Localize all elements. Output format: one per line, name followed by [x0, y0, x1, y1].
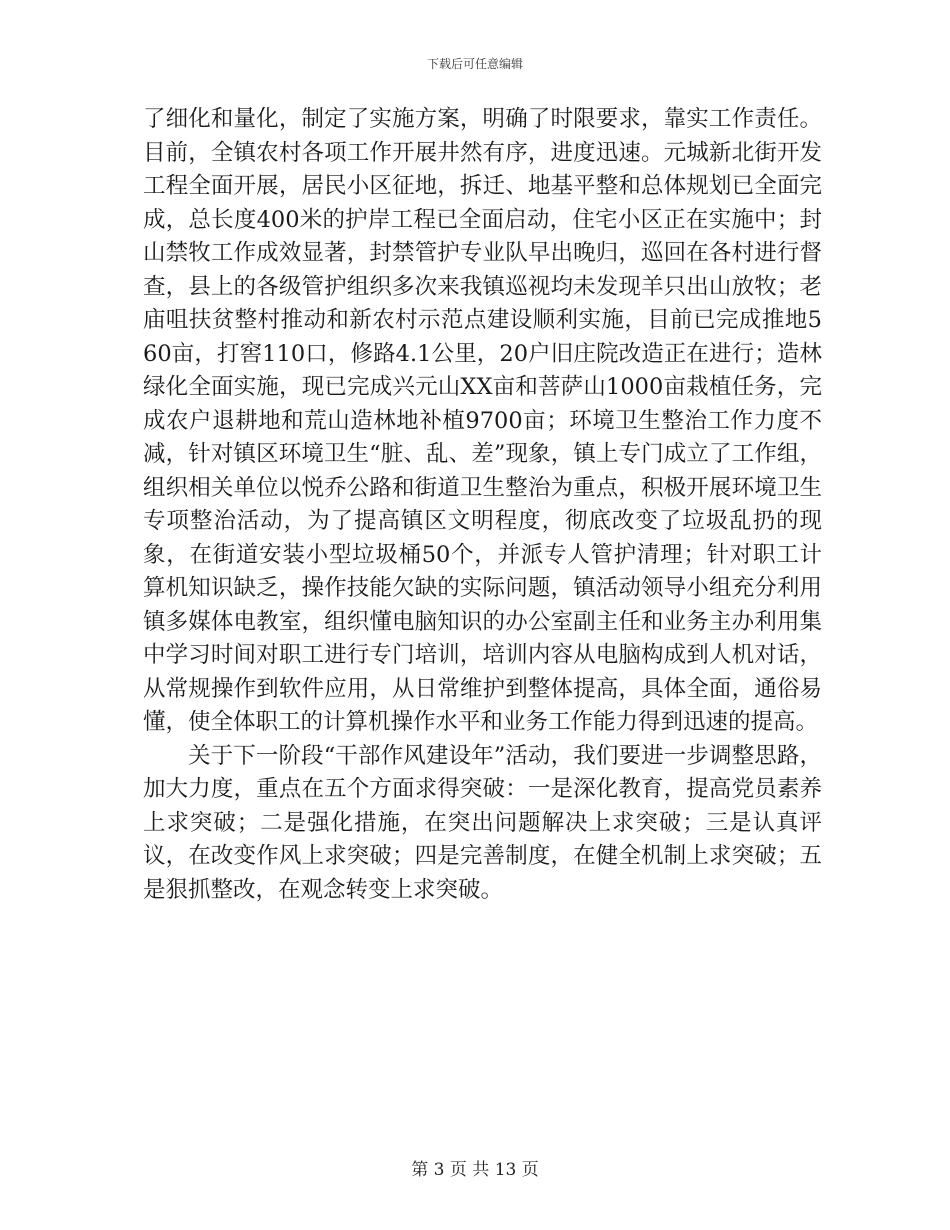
page-header: 下载后可任意编辑	[426, 57, 523, 71]
paragraph-1: 了细化和量化，制定了实施方案，明确了时限要求，靠实工作责任。目前，全镇农村各项工作开展井然有序，进度迅速。元城新北街开发工程全面开展，居民小区征地，拆迁、地基平整和总体规划已全面完成，总长度400米的护岸工程已全面启动，住宅小区正在实施中；封山禁牧工作成效显著，封禁管护专业队早出晚归，巡回在各村进行督查，县上的各级管护组织多次来我镇巡视均未发现羊只出山放牧；老庙咀扶贫整村推动和新农村示范点建设顺利实施，目前已完成推地560亩，打窖110口，修路4.1公里，20户旧庄院改造正在进行；造林绿化全面实施，现已完成兴元山XX亩和菩萨山1000亩栽植任务，完成农户退耕地和荒山造林地补植9700亩；环境卫生整治工作力度不减，针对镇区环境卫生“脏、乱、差”现象，镇上专门成立了工作组，组织相关单位以悦乔公路和街道卫生整治为重点，积极开展环境卫生专项整治活动，为了提高镇区文明程度，彻底改变了垃圾乱扔的现象，在街道安装小型垃圾桶50个，并派专人管护清理；针对职工计算机知识缺乏，操作技能欠缺的实际问题，镇活动领导小组充分利用镇多媒体电教室，组织懂电脑知识的办公室副主任和业务主办利用集中学习时间对职工进行专门培训，培训内容从电脑构成到人机对话，从常规操作到软件应用，从日常维护到整体提高，具体全面，通俗易懂，使全体职工的计算机操作水平和业务工作能力得到迅速的提高。	[143, 106, 822, 735]
paragraph-2: 关于下一阶段“干部作风建设年”活动，我们要进一步调整思路，加大力度，重点在五个方面求得突破：一是深化教育，提高党员素养上求突破；二是强化措施，在突出问题解决上求突破；三是认真评议，在改变作风上求突破；四是完善制度，在健全机制上求突破；五是狠抓整改，在观念转变上求突破。	[143, 742, 822, 903]
page-number-footer: 第 3 页 共 13 页	[411, 1160, 539, 1180]
document-body	[143, 103, 822, 907]
